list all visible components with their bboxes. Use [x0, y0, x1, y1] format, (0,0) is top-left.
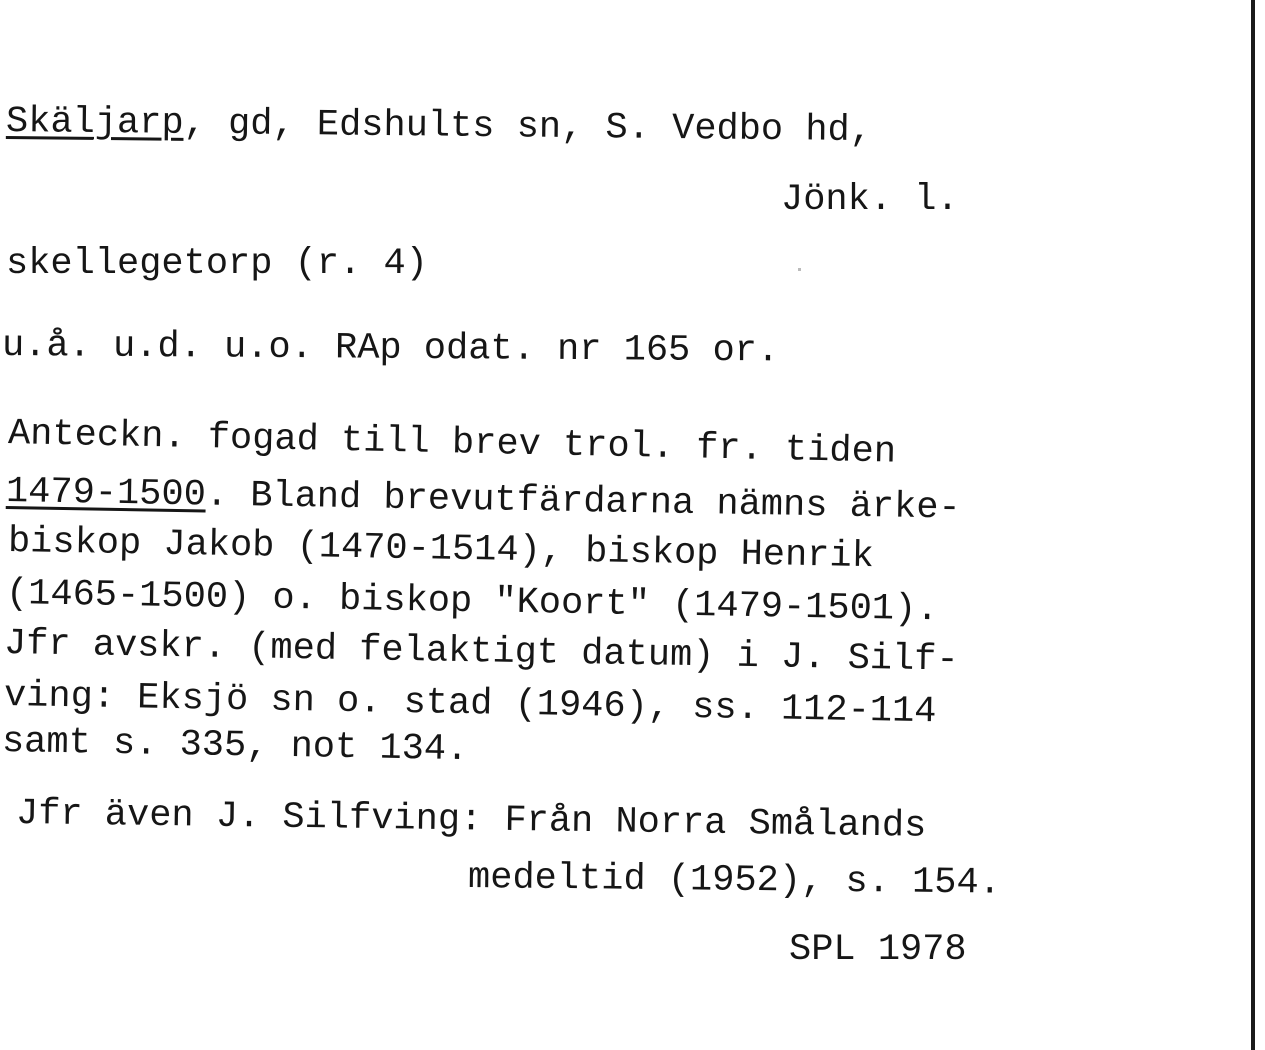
headword: Skäljarp [5, 101, 184, 145]
note-line-4: (1465-1500) o. biskop "Koort" (1479-1501). [5, 573, 939, 632]
note-line-5: Jfr avskr. (med felaktigt datum) i J. Silf- [3, 623, 959, 682]
note-line-3: biskop Jakob (1470-1514), biskop Henrik [7, 521, 875, 579]
reference-line-1: Jfr även J. Silfving: Från Norra Smålands [15, 793, 927, 848]
signature: SPL 1978 [789, 929, 967, 971]
reference-line-2: medeltid (1952), s. 154. [467, 857, 1002, 905]
card-edge [1251, 0, 1255, 1050]
note-line-6: ving: Eksjö sn o. stad (1946), ss. 112-114 [3, 675, 937, 734]
date-range: 1479-1500 [5, 471, 207, 517]
note-line-2: 1479-1500. Bland brevutfärdarna nämns ärke- [5, 471, 962, 530]
note-line-7: samt s. 335, not 134. [1, 721, 469, 772]
headword-line [5, 101, 873, 153]
county: Jönk. l. [781, 179, 959, 221]
paper-speck [798, 268, 801, 271]
source-line: u.å. u.d. u.o. RAp odat. nr 165 or. [1, 325, 780, 373]
place-description: , gd, Edshults sn, S. Vedbo hd, [183, 102, 873, 153]
note-line-1: Anteckn. fogad till brev trol. fr. tiden [7, 413, 897, 474]
form-line: skellegetorp (r. 4) [6, 243, 428, 285]
